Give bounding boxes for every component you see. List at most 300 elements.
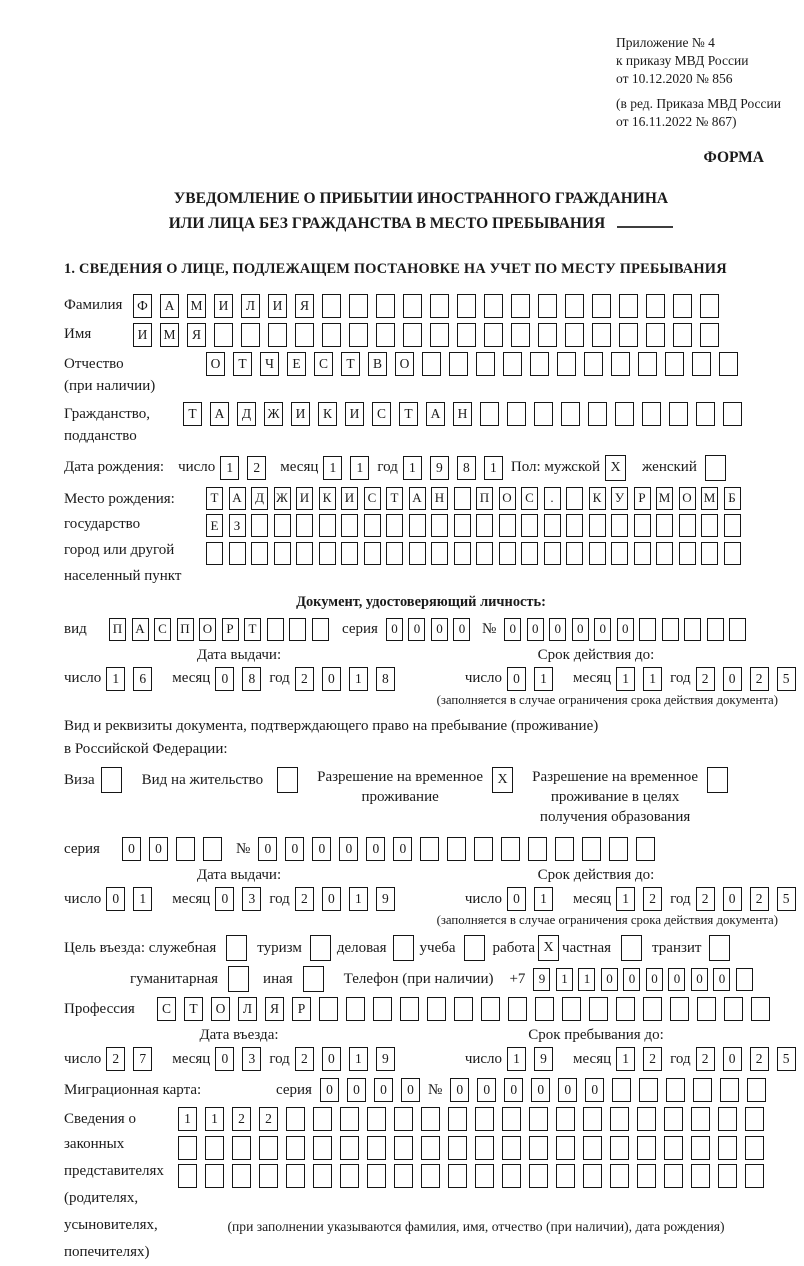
char-cell[interactable]: А	[229, 487, 246, 510]
char-cell[interactable]	[566, 514, 583, 537]
char-cell[interactable]: 0	[322, 887, 341, 911]
char-cell[interactable]	[723, 402, 742, 426]
char-cell[interactable]	[583, 1136, 602, 1160]
char-cell[interactable]: О	[499, 487, 516, 510]
char-cell[interactable]: 0	[339, 837, 358, 861]
char-cell[interactable]	[448, 1136, 467, 1160]
char-cell[interactable]: 0	[106, 887, 125, 911]
char-cell[interactable]	[662, 618, 679, 641]
char-cell[interactable]: 1	[616, 1047, 635, 1071]
char-cell[interactable]	[637, 1136, 656, 1160]
char-cell[interactable]: 0	[258, 837, 277, 861]
char-cell[interactable]	[205, 1164, 224, 1188]
char-cell[interactable]	[476, 514, 493, 537]
char-cell[interactable]: 0	[572, 618, 589, 641]
char-cell[interactable]	[296, 542, 313, 565]
char-cell[interactable]	[707, 767, 728, 793]
char-cell[interactable]: 0	[594, 618, 611, 641]
char-cell[interactable]: 1	[616, 667, 635, 691]
char-cell[interactable]: 0	[322, 667, 341, 691]
char-cell[interactable]	[619, 323, 638, 347]
char-cell[interactable]: М	[701, 487, 718, 510]
char-cell[interactable]: 0	[122, 837, 141, 861]
char-cell[interactable]: 0	[477, 1078, 496, 1102]
char-cell[interactable]	[557, 352, 576, 376]
char-cell[interactable]: 0	[431, 618, 448, 641]
char-cell[interactable]	[480, 402, 499, 426]
char-cell[interactable]	[664, 1164, 683, 1188]
char-cell[interactable]	[502, 1136, 521, 1160]
char-cell[interactable]: 1	[534, 887, 553, 911]
char-cell[interactable]: 0	[408, 618, 425, 641]
char-cell[interactable]	[692, 352, 711, 376]
char-cell[interactable]	[665, 352, 684, 376]
char-cell[interactable]: Л	[241, 294, 260, 318]
char-cell[interactable]: Е	[206, 514, 223, 537]
char-cell[interactable]	[638, 352, 657, 376]
char-cell[interactable]	[724, 997, 743, 1021]
char-cell[interactable]: 0	[527, 618, 544, 641]
char-cell[interactable]	[501, 837, 520, 861]
char-cell[interactable]	[457, 294, 476, 318]
char-cell[interactable]: С	[372, 402, 391, 426]
char-cell[interactable]	[673, 294, 692, 318]
char-cell[interactable]: 0	[393, 837, 412, 861]
char-cell[interactable]	[719, 352, 738, 376]
char-cell[interactable]: 0	[347, 1078, 366, 1102]
char-cell[interactable]: 2	[295, 887, 314, 911]
char-cell[interactable]	[310, 935, 331, 961]
char-cell[interactable]: 7	[133, 1047, 152, 1071]
char-cell[interactable]	[251, 542, 268, 565]
char-cell[interactable]	[729, 618, 746, 641]
char-cell[interactable]	[507, 402, 526, 426]
char-cell[interactable]: 0	[322, 1047, 341, 1071]
char-cell[interactable]	[666, 1078, 685, 1102]
char-cell[interactable]: 0	[585, 1078, 604, 1102]
char-cell[interactable]	[565, 323, 584, 347]
char-cell[interactable]	[701, 542, 718, 565]
char-cell[interactable]	[367, 1164, 386, 1188]
char-cell[interactable]	[464, 935, 485, 961]
char-cell[interactable]	[232, 1164, 251, 1188]
char-cell[interactable]: 0	[312, 837, 331, 861]
char-cell[interactable]: Т	[399, 402, 418, 426]
char-cell[interactable]	[289, 618, 306, 641]
char-cell[interactable]	[718, 1136, 737, 1160]
char-cell[interactable]: Т	[386, 487, 403, 510]
char-cell[interactable]: И	[133, 323, 152, 347]
char-cell[interactable]: 5	[777, 1047, 796, 1071]
char-cell[interactable]	[747, 1078, 766, 1102]
char-cell[interactable]	[349, 294, 368, 318]
char-cell[interactable]	[736, 968, 753, 991]
char-cell[interactable]: Т	[206, 487, 223, 510]
char-cell[interactable]	[319, 997, 338, 1021]
char-cell[interactable]	[319, 542, 336, 565]
char-cell[interactable]	[386, 542, 403, 565]
char-cell[interactable]	[612, 1078, 631, 1102]
char-cell[interactable]: 0	[549, 618, 566, 641]
char-cell[interactable]	[427, 997, 446, 1021]
char-cell[interactable]	[476, 542, 493, 565]
char-cell[interactable]	[691, 1107, 710, 1131]
char-cell[interactable]: К	[318, 402, 337, 426]
char-cell[interactable]: Т	[233, 352, 252, 376]
char-cell[interactable]	[684, 618, 701, 641]
char-cell[interactable]: Я	[265, 997, 284, 1021]
char-cell[interactable]	[422, 352, 441, 376]
char-cell[interactable]	[588, 402, 607, 426]
char-cell[interactable]	[656, 542, 673, 565]
char-cell[interactable]: 0	[531, 1078, 550, 1102]
char-cell[interactable]	[584, 352, 603, 376]
char-cell[interactable]: 0	[374, 1078, 393, 1102]
char-cell[interactable]: 1	[178, 1107, 197, 1131]
char-cell[interactable]: X	[538, 935, 559, 961]
char-cell[interactable]	[610, 1136, 629, 1160]
char-cell[interactable]	[639, 1078, 658, 1102]
char-cell[interactable]	[499, 514, 516, 537]
char-cell[interactable]	[420, 837, 439, 861]
char-cell[interactable]	[367, 1136, 386, 1160]
char-cell[interactable]: О	[206, 352, 225, 376]
char-cell[interactable]: 0	[366, 837, 385, 861]
char-cell[interactable]: .	[544, 487, 561, 510]
char-cell[interactable]	[636, 837, 655, 861]
char-cell[interactable]	[534, 402, 553, 426]
char-cell[interactable]: 1	[484, 456, 503, 480]
char-cell[interactable]: 9	[533, 968, 550, 991]
char-cell[interactable]	[431, 542, 448, 565]
char-cell[interactable]	[341, 514, 358, 537]
char-cell[interactable]: 0	[215, 1047, 234, 1071]
char-cell[interactable]: 0	[320, 1078, 339, 1102]
char-cell[interactable]	[481, 997, 500, 1021]
char-cell[interactable]	[322, 294, 341, 318]
char-cell[interactable]	[409, 542, 426, 565]
char-cell[interactable]: С	[314, 352, 333, 376]
char-cell[interactable]: 1	[106, 667, 125, 691]
char-cell[interactable]: А	[426, 402, 445, 426]
char-cell[interactable]	[319, 514, 336, 537]
char-cell[interactable]	[228, 966, 249, 992]
char-cell[interactable]: Ф	[133, 294, 152, 318]
char-cell[interactable]: С	[157, 997, 176, 1021]
char-cell[interactable]	[611, 352, 630, 376]
char-cell[interactable]: X	[605, 455, 626, 481]
char-cell[interactable]	[340, 1164, 359, 1188]
char-cell[interactable]	[386, 514, 403, 537]
char-cell[interactable]	[251, 514, 268, 537]
char-cell[interactable]	[449, 352, 468, 376]
char-cell[interactable]	[718, 1107, 737, 1131]
char-cell[interactable]	[312, 618, 329, 641]
char-cell[interactable]: Т	[183, 402, 202, 426]
char-cell[interactable]: 5	[777, 887, 796, 911]
char-cell[interactable]	[745, 1136, 764, 1160]
char-cell[interactable]	[693, 1078, 712, 1102]
char-cell[interactable]	[589, 514, 606, 537]
char-cell[interactable]	[421, 1136, 440, 1160]
char-cell[interactable]	[475, 1107, 494, 1131]
char-cell[interactable]: Д	[237, 402, 256, 426]
char-cell[interactable]	[341, 542, 358, 565]
char-cell[interactable]	[421, 1107, 440, 1131]
char-cell[interactable]	[521, 542, 538, 565]
char-cell[interactable]: О	[199, 618, 216, 641]
char-cell[interactable]	[544, 514, 561, 537]
char-cell[interactable]	[610, 1164, 629, 1188]
char-cell[interactable]	[286, 1136, 305, 1160]
char-cell[interactable]	[529, 1107, 548, 1131]
char-cell[interactable]	[430, 323, 449, 347]
char-cell[interactable]	[226, 935, 247, 961]
char-cell[interactable]	[709, 935, 730, 961]
char-cell[interactable]: Т	[184, 997, 203, 1021]
char-cell[interactable]	[691, 1164, 710, 1188]
char-cell[interactable]	[561, 402, 580, 426]
char-cell[interactable]	[521, 514, 538, 537]
char-cell[interactable]	[673, 323, 692, 347]
char-cell[interactable]: 2	[106, 1047, 125, 1071]
char-cell[interactable]: 2	[696, 887, 715, 911]
char-cell[interactable]	[430, 294, 449, 318]
char-cell[interactable]	[101, 767, 122, 793]
char-cell[interactable]	[340, 1107, 359, 1131]
char-cell[interactable]: 8	[457, 456, 476, 480]
char-cell[interactable]: 0	[601, 968, 618, 991]
char-cell[interactable]	[502, 1107, 521, 1131]
char-cell[interactable]: 0	[401, 1078, 420, 1102]
char-cell[interactable]	[679, 514, 696, 537]
char-cell[interactable]: 0	[713, 968, 730, 991]
char-cell[interactable]	[475, 1136, 494, 1160]
char-cell[interactable]: С	[154, 618, 171, 641]
char-cell[interactable]: 0	[723, 667, 742, 691]
char-cell[interactable]: И	[296, 487, 313, 510]
char-cell[interactable]	[205, 1136, 224, 1160]
char-cell[interactable]	[400, 997, 419, 1021]
char-cell[interactable]	[448, 1164, 467, 1188]
char-cell[interactable]: 1	[349, 667, 368, 691]
char-cell[interactable]	[340, 1136, 359, 1160]
char-cell[interactable]	[556, 1136, 575, 1160]
char-cell[interactable]: И	[345, 402, 364, 426]
char-cell[interactable]	[394, 1164, 413, 1188]
char-cell[interactable]: 0	[149, 837, 168, 861]
char-cell[interactable]: 2	[696, 1047, 715, 1071]
char-cell[interactable]: 6	[133, 667, 152, 691]
char-cell[interactable]	[616, 997, 635, 1021]
char-cell[interactable]	[707, 618, 724, 641]
char-cell[interactable]	[367, 1107, 386, 1131]
char-cell[interactable]	[724, 542, 741, 565]
char-cell[interactable]: 2	[259, 1107, 278, 1131]
char-cell[interactable]	[178, 1164, 197, 1188]
char-cell[interactable]: 2	[643, 887, 662, 911]
char-cell[interactable]: Ч	[260, 352, 279, 376]
char-cell[interactable]: 0	[617, 618, 634, 641]
char-cell[interactable]: 2	[750, 1047, 769, 1071]
char-cell[interactable]	[274, 514, 291, 537]
char-cell[interactable]: 5	[777, 667, 796, 691]
char-cell[interactable]	[619, 294, 638, 318]
char-cell[interactable]: 1	[133, 887, 152, 911]
char-cell[interactable]	[454, 487, 471, 510]
char-cell[interactable]: 9	[430, 456, 449, 480]
char-cell[interactable]: Н	[431, 487, 448, 510]
char-cell[interactable]: 8	[376, 667, 395, 691]
char-cell[interactable]	[376, 294, 395, 318]
char-cell[interactable]	[566, 487, 583, 510]
char-cell[interactable]	[241, 323, 260, 347]
char-cell[interactable]: 0	[215, 887, 234, 911]
char-cell[interactable]: Р	[222, 618, 239, 641]
char-cell[interactable]: 9	[376, 1047, 395, 1071]
char-cell[interactable]	[376, 323, 395, 347]
char-cell[interactable]: 0	[623, 968, 640, 991]
char-cell[interactable]: О	[211, 997, 230, 1021]
char-cell[interactable]: 9	[376, 887, 395, 911]
char-cell[interactable]	[313, 1136, 332, 1160]
char-cell[interactable]	[565, 294, 584, 318]
char-cell[interactable]: Ж	[274, 487, 291, 510]
char-cell[interactable]	[544, 542, 561, 565]
char-cell[interactable]	[530, 352, 549, 376]
char-cell[interactable]	[634, 514, 651, 537]
char-cell[interactable]: И	[214, 294, 233, 318]
char-cell[interactable]	[556, 1107, 575, 1131]
char-cell[interactable]: 8	[242, 667, 261, 691]
char-cell[interactable]: X	[492, 767, 513, 793]
char-cell[interactable]: А	[210, 402, 229, 426]
char-cell[interactable]	[394, 1107, 413, 1131]
char-cell[interactable]	[637, 1164, 656, 1188]
char-cell[interactable]	[529, 1136, 548, 1160]
char-cell[interactable]: 0	[504, 1078, 523, 1102]
char-cell[interactable]	[696, 402, 715, 426]
char-cell[interactable]: М	[160, 323, 179, 347]
char-cell[interactable]: Т	[244, 618, 261, 641]
char-cell[interactable]	[701, 514, 718, 537]
char-cell[interactable]	[346, 997, 365, 1021]
char-cell[interactable]	[403, 294, 422, 318]
char-cell[interactable]: 3	[242, 1047, 261, 1071]
char-cell[interactable]: Т	[341, 352, 360, 376]
char-cell[interactable]	[664, 1107, 683, 1131]
char-cell[interactable]	[656, 514, 673, 537]
char-cell[interactable]	[268, 323, 287, 347]
char-cell[interactable]	[502, 1164, 521, 1188]
char-cell[interactable]	[373, 997, 392, 1021]
char-cell[interactable]: П	[109, 618, 126, 641]
char-cell[interactable]	[679, 542, 696, 565]
char-cell[interactable]: 0	[723, 1047, 742, 1071]
char-cell[interactable]	[364, 514, 381, 537]
char-cell[interactable]	[394, 1136, 413, 1160]
char-cell[interactable]	[718, 1164, 737, 1188]
char-cell[interactable]	[393, 935, 414, 961]
char-cell[interactable]	[621, 935, 642, 961]
char-cell[interactable]	[349, 323, 368, 347]
char-cell[interactable]: Ж	[264, 402, 283, 426]
char-cell[interactable]: 2	[750, 887, 769, 911]
char-cell[interactable]	[296, 514, 313, 537]
char-cell[interactable]: 3	[242, 887, 261, 911]
char-cell[interactable]	[313, 1164, 332, 1188]
char-cell[interactable]: 0	[507, 667, 526, 691]
char-cell[interactable]	[511, 294, 530, 318]
char-cell[interactable]	[454, 542, 471, 565]
char-cell[interactable]: 1	[616, 887, 635, 911]
char-cell[interactable]	[322, 323, 341, 347]
char-cell[interactable]: 2	[295, 667, 314, 691]
char-cell[interactable]: 0	[450, 1078, 469, 1102]
char-cell[interactable]	[700, 294, 719, 318]
char-cell[interactable]	[409, 514, 426, 537]
char-cell[interactable]	[484, 294, 503, 318]
char-cell[interactable]	[643, 997, 662, 1021]
char-cell[interactable]: 1	[220, 456, 239, 480]
char-cell[interactable]	[476, 352, 495, 376]
char-cell[interactable]: 1	[556, 968, 573, 991]
char-cell[interactable]	[313, 1107, 332, 1131]
char-cell[interactable]: 0	[453, 618, 470, 641]
char-cell[interactable]	[447, 837, 466, 861]
char-cell[interactable]: 2	[295, 1047, 314, 1071]
char-cell[interactable]	[592, 294, 611, 318]
char-cell[interactable]	[232, 1136, 251, 1160]
char-cell[interactable]	[214, 323, 233, 347]
char-cell[interactable]: М	[656, 487, 673, 510]
char-cell[interactable]	[609, 837, 628, 861]
char-cell[interactable]	[691, 1136, 710, 1160]
char-cell[interactable]: 0	[558, 1078, 577, 1102]
char-cell[interactable]	[403, 323, 422, 347]
char-cell[interactable]	[229, 542, 246, 565]
char-cell[interactable]	[286, 1107, 305, 1131]
char-cell[interactable]	[646, 294, 665, 318]
char-cell[interactable]	[615, 402, 634, 426]
char-cell[interactable]	[421, 1164, 440, 1188]
char-cell[interactable]	[724, 514, 741, 537]
char-cell[interactable]: 0	[723, 887, 742, 911]
char-cell[interactable]: 1	[350, 456, 369, 480]
char-cell[interactable]: 0	[504, 618, 521, 641]
char-cell[interactable]	[592, 323, 611, 347]
char-cell[interactable]	[431, 514, 448, 537]
char-cell[interactable]: 2	[750, 667, 769, 691]
char-cell[interactable]	[610, 1107, 629, 1131]
char-cell[interactable]	[295, 323, 314, 347]
char-cell[interactable]	[259, 1136, 278, 1160]
char-cell[interactable]: О	[679, 487, 696, 510]
char-cell[interactable]	[745, 1107, 764, 1131]
char-cell[interactable]	[528, 837, 547, 861]
char-cell[interactable]	[267, 618, 284, 641]
char-cell[interactable]	[556, 1164, 575, 1188]
char-cell[interactable]	[555, 837, 574, 861]
char-cell[interactable]: З	[229, 514, 246, 537]
char-cell[interactable]: 1	[323, 456, 342, 480]
char-cell[interactable]: П	[476, 487, 493, 510]
char-cell[interactable]: Н	[453, 402, 472, 426]
char-cell[interactable]	[454, 514, 471, 537]
char-cell[interactable]	[176, 837, 195, 861]
char-cell[interactable]: 1	[403, 456, 422, 480]
char-cell[interactable]	[454, 997, 473, 1021]
